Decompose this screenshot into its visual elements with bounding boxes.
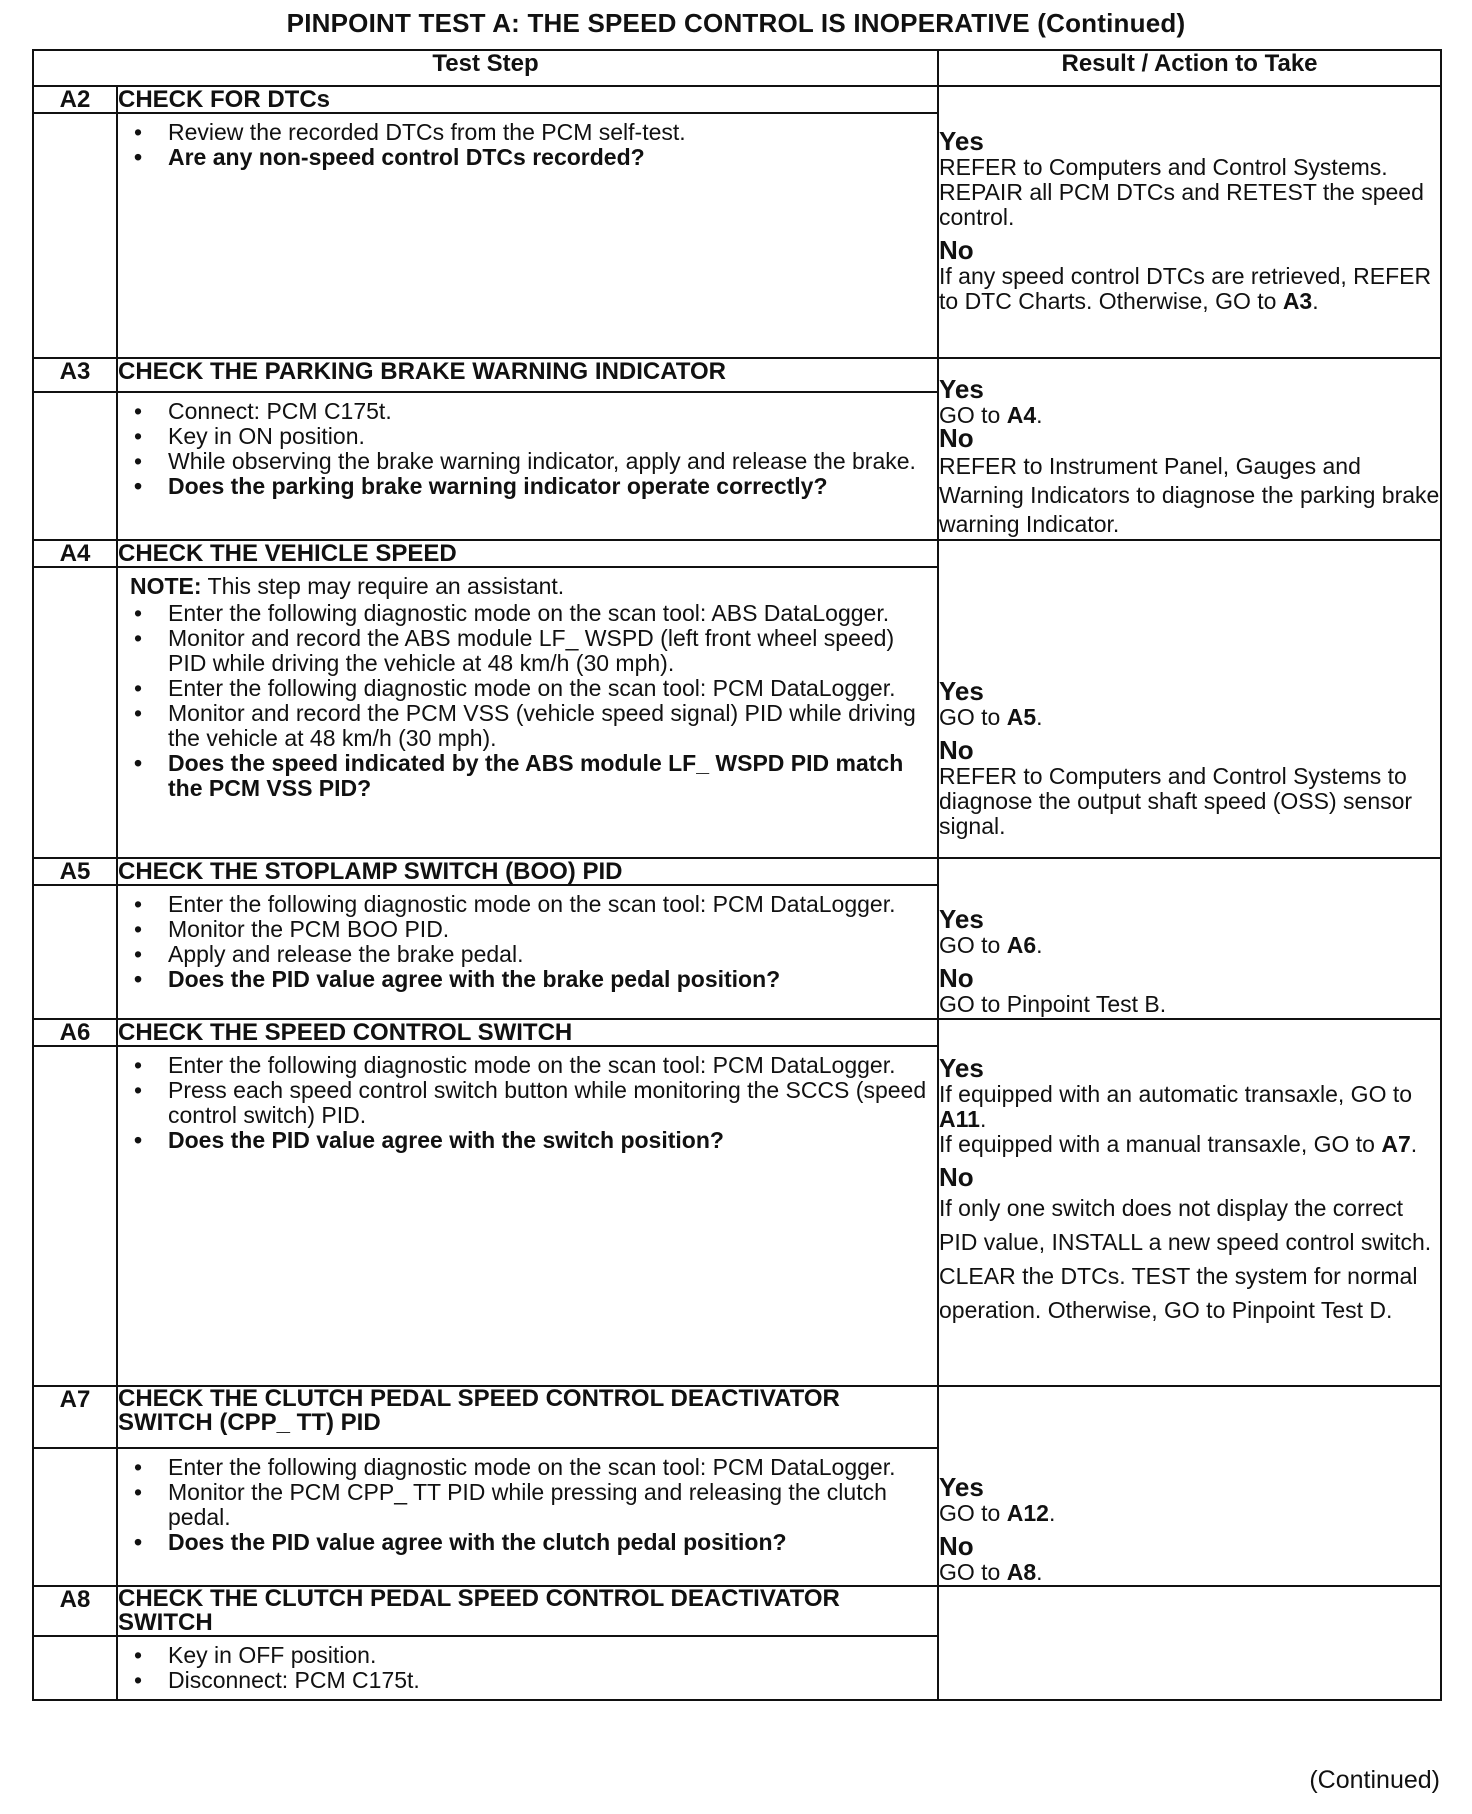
- step-link: A5: [1006, 704, 1037, 730]
- step-link: A11: [939, 1106, 980, 1132]
- yes-text: GO to A5.: [939, 704, 1043, 730]
- step-note: NOTE: This step may require an assistant.: [130, 573, 565, 599]
- step-result: [938, 1586, 1441, 1700]
- page-title: PINPOINT TEST A: THE SPEED CONTROL IS INOPERATIVE (Continued): [286, 8, 1186, 38]
- step-a7-heading-row: [33, 1386, 1441, 1448]
- step-heading: CHECK FOR DTCs: [117, 86, 938, 113]
- list-item: • Apply and release the brake pedal.: [168, 942, 937, 967]
- step-bullets: [118, 1643, 937, 1693]
- step-bullets: [118, 399, 937, 499]
- list-item: • Press each speed control switch button while monitoring the SCCS (speed control switch) PID.: [168, 1078, 937, 1128]
- step-question: • Does the PID value agree with the switch position?: [168, 1128, 937, 1153]
- step-id: A4: [33, 540, 117, 567]
- list-item: • Enter the following diagnostic mode on the scan tool: PCM DataLogger.: [168, 892, 937, 917]
- step-question: • Does the parking brake warning indicator operate correctly?: [168, 474, 937, 499]
- step-id: A5: [33, 858, 117, 885]
- list-item: • Monitor and record the ABS module LF_ WSPD (left front wheel speed) PID while driving the vehicle at 48 km/h (30 mph).: [168, 626, 937, 676]
- yes-text: GO to A6.: [939, 932, 1043, 958]
- step-body: [117, 885, 938, 1019]
- step-question: • Does the speed indicated by the ABS module LF_ WSPD PID match the PCM VSS PID?: [168, 751, 937, 801]
- yes-label: Yes: [939, 374, 984, 404]
- step-link: A12: [1006, 1500, 1049, 1526]
- step-heading: CHECK THE CLUTCH PEDAL SPEED CONTROL DEACTIVATOR SWITCH (CPP_ TT) PID: [117, 1386, 938, 1448]
- list-item: • Monitor the PCM CPP_ TT PID while pressing and releasing the clutch pedal.: [168, 1480, 937, 1530]
- step-body: [117, 1636, 938, 1700]
- list-item: • Key in OFF position.: [168, 1643, 937, 1668]
- no-label: No: [939, 963, 974, 993]
- step-id: A7: [33, 1386, 117, 1448]
- yes-text: GO to A4.: [939, 402, 1043, 428]
- step-body: [117, 567, 938, 858]
- list-item: • Review the recorded DTCs from the PCM self-test.: [168, 120, 937, 145]
- list-item: • Enter the following diagnostic mode on the scan tool: PCM DataLogger.: [168, 676, 937, 701]
- step-body: [117, 1448, 938, 1586]
- yes-label: Yes: [939, 126, 984, 156]
- step-a6-heading-row: [33, 1019, 1441, 1046]
- no-label: No: [939, 235, 974, 265]
- yes-text: GO to A12.: [939, 1500, 1056, 1526]
- list-item: • Enter the following diagnostic mode on the scan tool: ABS DataLogger.: [168, 601, 937, 626]
- step-a8-heading-row: [33, 1586, 1441, 1636]
- yes-text: If equipped with an automatic transaxle, GO to A11.: [939, 1081, 1413, 1132]
- yes-text: REFER to Computers and Control Systems. REPAIR all PCM DTCs and RETEST the speed control.: [939, 154, 1424, 230]
- no-label: No: [939, 1162, 974, 1192]
- step-link: A6: [1006, 932, 1037, 958]
- step-bullets: [118, 1053, 937, 1153]
- step-question: • Does the PID value agree with the brake pedal position?: [168, 967, 937, 992]
- result-header: Result / Action to Take: [938, 50, 1441, 86]
- list-item: • Disconnect: PCM C175t.: [168, 1668, 937, 1693]
- list-item: • Monitor and record the PCM VSS (vehicle speed signal) PID while driving the vehicle at 48 km/h (30 mph).: [168, 701, 937, 751]
- no-text: GO to A8.: [939, 1559, 1043, 1585]
- yes-label: Yes: [939, 904, 984, 934]
- no-text: REFER to Instrument Panel, Gauges and Warning Indicators to diagnose the parking brake warning Indicator.: [939, 453, 1440, 537]
- step-id: A6: [33, 1019, 117, 1046]
- list-item: • While observing the brake warning indicator, apply and release the brake.: [168, 449, 937, 474]
- step-result: [938, 358, 1441, 540]
- step-heading: CHECK THE STOPLAMP SWITCH (BOO) PID: [117, 858, 938, 885]
- step-id: A2: [33, 86, 117, 113]
- no-label: No: [939, 1531, 974, 1561]
- step-result: [938, 540, 1441, 858]
- no-label: No: [939, 423, 974, 453]
- list-item: • Key in ON position.: [168, 424, 937, 449]
- list-item: • Monitor the PCM BOO PID.: [168, 917, 937, 942]
- no-text: If any speed control DTCs are retrieved, REFER to DTC Charts. Otherwise, GO to A3.: [939, 263, 1432, 314]
- step-result: [938, 1019, 1441, 1386]
- step-link: A3: [1282, 288, 1313, 314]
- step-result: [938, 86, 1441, 358]
- step-body: [117, 392, 938, 540]
- step-link: A7: [1381, 1131, 1411, 1157]
- no-text: REFER to Computers and Control Systems to diagnose the output shaft speed (OSS) sensor signal.: [939, 763, 1413, 839]
- step-a3-heading-row: [33, 358, 1441, 392]
- step-a2-heading-row: [33, 86, 1441, 113]
- yes-label: Yes: [939, 1053, 984, 1083]
- list-item: • Connect: PCM C175t.: [168, 399, 937, 424]
- step-result: [938, 1386, 1441, 1586]
- table-header-row: [33, 50, 1441, 86]
- step-id: A8: [33, 1586, 117, 1636]
- no-text: GO to Pinpoint Test B.: [939, 991, 1167, 1017]
- step-heading: CHECK THE SPEED CONTROL SWITCH: [117, 1019, 938, 1046]
- step-body: [117, 1046, 938, 1386]
- step-a5-heading-row: [33, 858, 1441, 885]
- list-item: • Enter the following diagnostic mode on the scan tool: PCM DataLogger.: [168, 1053, 937, 1078]
- yes-label: Yes: [939, 676, 984, 706]
- step-bullets: [118, 892, 937, 992]
- test-step-header: Test Step: [33, 50, 938, 86]
- step-body: [117, 113, 938, 358]
- no-text: If only one switch does not display the correct PID value, INSTALL a new speed control switch. CLEAR the DTCs. TEST the system for normal operation. Otherwise, GO to Pinpoint Test D.: [939, 1195, 1432, 1323]
- step-link: A8: [1006, 1559, 1037, 1585]
- step-bullets: [118, 601, 937, 801]
- step-heading: CHECK THE CLUTCH PEDAL SPEED CONTROL DEACTIVATOR SWITCH: [117, 1586, 938, 1636]
- continued-label: (Continued): [1309, 1766, 1440, 1794]
- step-heading: CHECK THE PARKING BRAKE WARNING INDICATOR: [117, 358, 938, 392]
- yes-text: If equipped with a manual transaxle, GO to A7.: [939, 1131, 1418, 1157]
- step-id: A3: [33, 358, 117, 392]
- pinpoint-test-table: [32, 49, 1442, 1701]
- step-a4-heading-row: [33, 540, 1441, 567]
- step-heading: CHECK THE VEHICLE SPEED: [117, 540, 938, 567]
- step-result: [938, 858, 1441, 1019]
- step-link: A4: [1006, 402, 1037, 428]
- list-item: • Enter the following diagnostic mode on the scan tool: PCM DataLogger.: [168, 1455, 937, 1480]
- no-label: No: [939, 735, 974, 765]
- yes-label: Yes: [939, 1472, 984, 1502]
- step-question: • Are any non-speed control DTCs recorded?: [168, 145, 937, 170]
- step-bullets: [118, 1455, 937, 1555]
- step-question: • Does the PID value agree with the clutch pedal position?: [168, 1530, 937, 1555]
- step-bullets: [118, 120, 937, 170]
